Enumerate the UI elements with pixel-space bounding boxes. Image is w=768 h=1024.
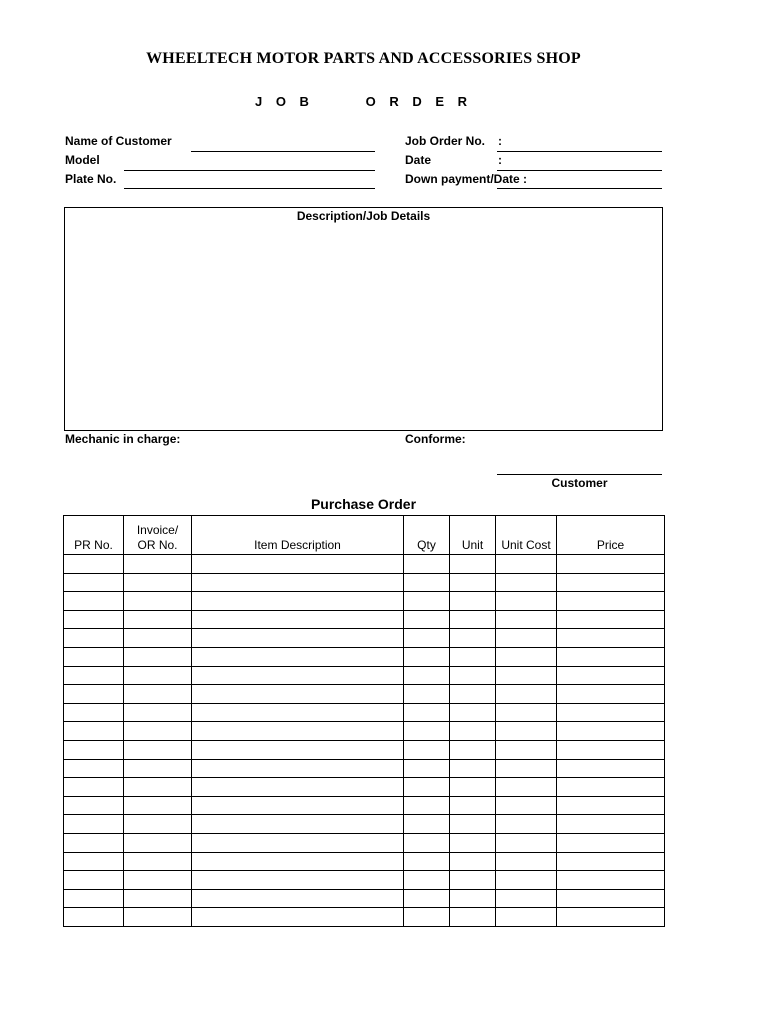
table-body xyxy=(64,555,665,927)
job-order-no-field[interactable] xyxy=(497,151,662,152)
table-cell[interactable] xyxy=(450,629,496,648)
table-cell[interactable] xyxy=(404,889,450,908)
table-cell[interactable] xyxy=(192,555,404,574)
table-cell[interactable] xyxy=(557,796,665,815)
table-cell[interactable] xyxy=(404,685,450,704)
table-row xyxy=(64,610,665,629)
table-cell[interactable] xyxy=(496,852,557,871)
table-cell[interactable] xyxy=(124,685,192,704)
table-cell[interactable] xyxy=(124,815,192,834)
table-cell[interactable] xyxy=(64,889,124,908)
table-cell[interactable] xyxy=(404,796,450,815)
table-cell[interactable] xyxy=(64,871,124,890)
table-row xyxy=(64,796,665,815)
table-cell[interactable] xyxy=(192,592,404,611)
table-cell[interactable] xyxy=(450,889,496,908)
table-cell[interactable] xyxy=(496,647,557,666)
table-cell[interactable] xyxy=(496,778,557,797)
table-cell[interactable] xyxy=(496,889,557,908)
table-cell[interactable] xyxy=(496,815,557,834)
table-cell[interactable] xyxy=(450,796,496,815)
table-cell[interactable] xyxy=(450,647,496,666)
table-cell[interactable] xyxy=(557,610,665,629)
table-cell[interactable] xyxy=(450,908,496,927)
table-cell[interactable] xyxy=(124,573,192,592)
table-cell[interactable] xyxy=(496,610,557,629)
table-cell[interactable] xyxy=(404,666,450,685)
table-cell[interactable] xyxy=(557,722,665,741)
table-cell[interactable] xyxy=(124,796,192,815)
date-field[interactable] xyxy=(497,170,662,171)
table-cell[interactable] xyxy=(192,722,404,741)
table-cell[interactable] xyxy=(192,796,404,815)
job-details-title: Description/Job Details xyxy=(296,209,431,223)
table-row xyxy=(64,555,665,574)
table-cell[interactable] xyxy=(404,852,450,871)
table-cell[interactable] xyxy=(404,573,450,592)
table-cell[interactable] xyxy=(496,592,557,611)
table-cell[interactable] xyxy=(450,573,496,592)
table-header-row xyxy=(64,516,665,555)
table-cell[interactable] xyxy=(64,555,124,574)
table-row xyxy=(64,871,665,890)
table-cell[interactable] xyxy=(496,703,557,722)
table-cell[interactable] xyxy=(192,685,404,704)
table-cell[interactable] xyxy=(450,722,496,741)
table-cell[interactable] xyxy=(64,573,124,592)
name-of-customer-field[interactable] xyxy=(191,151,375,152)
table-cell[interactable] xyxy=(192,852,404,871)
table-cell[interactable] xyxy=(404,815,450,834)
table-cell[interactable] xyxy=(192,740,404,759)
model-label: Model xyxy=(65,153,100,167)
name-of-customer-label: Name of Customer xyxy=(65,134,172,148)
job-order-no-colon: : xyxy=(498,134,502,148)
down-payment-field[interactable] xyxy=(497,188,662,189)
table-cell[interactable] xyxy=(557,778,665,797)
table-cell[interactable] xyxy=(404,555,450,574)
table-cell[interactable] xyxy=(496,796,557,815)
table-cell[interactable] xyxy=(557,889,665,908)
table-cell[interactable] xyxy=(404,610,450,629)
job-details-box[interactable] xyxy=(64,207,663,431)
table-row xyxy=(64,833,665,852)
table-cell[interactable] xyxy=(192,759,404,778)
table-cell[interactable] xyxy=(124,833,192,852)
job-order-no-label: Job Order No. xyxy=(405,134,486,148)
col-pr-no: PR No. xyxy=(64,516,124,555)
table-cell[interactable] xyxy=(404,833,450,852)
model-field[interactable] xyxy=(124,170,375,171)
table-row xyxy=(64,703,665,722)
table-cell[interactable] xyxy=(64,703,124,722)
table-cell[interactable] xyxy=(450,740,496,759)
table-row xyxy=(64,685,665,704)
table-cell[interactable] xyxy=(557,703,665,722)
col-price: Price xyxy=(557,516,665,555)
table-cell[interactable] xyxy=(557,666,665,685)
table-cell[interactable] xyxy=(124,703,192,722)
table-cell[interactable] xyxy=(496,759,557,778)
table-cell[interactable] xyxy=(450,666,496,685)
table-cell[interactable] xyxy=(557,759,665,778)
table-cell[interactable] xyxy=(557,815,665,834)
table-cell[interactable] xyxy=(557,740,665,759)
table-cell[interactable] xyxy=(124,889,192,908)
table-cell[interactable] xyxy=(64,666,124,685)
table-cell[interactable] xyxy=(192,778,404,797)
table-cell[interactable] xyxy=(496,573,557,592)
table-cell[interactable] xyxy=(64,759,124,778)
table-cell[interactable] xyxy=(192,573,404,592)
table-cell[interactable] xyxy=(404,908,450,927)
table-cell[interactable] xyxy=(496,685,557,704)
table-cell[interactable] xyxy=(557,573,665,592)
table-row xyxy=(64,722,665,741)
table-cell[interactable] xyxy=(496,740,557,759)
table-cell[interactable] xyxy=(450,759,496,778)
col-unit: Unit xyxy=(450,516,496,555)
purchase-order-table xyxy=(63,515,665,927)
table-cell[interactable] xyxy=(496,629,557,648)
table-cell[interactable] xyxy=(496,722,557,741)
col-unit-cost: Unit Cost xyxy=(496,516,557,555)
table-cell[interactable] xyxy=(557,555,665,574)
table-cell[interactable] xyxy=(557,629,665,648)
table-cell[interactable] xyxy=(450,871,496,890)
table-cell[interactable] xyxy=(557,833,665,852)
table-cell[interactable] xyxy=(404,778,450,797)
table-cell[interactable] xyxy=(496,871,557,890)
table-row xyxy=(64,573,665,592)
table-cell[interactable] xyxy=(450,610,496,629)
table-cell[interactable] xyxy=(450,592,496,611)
table-cell[interactable] xyxy=(450,778,496,797)
table-cell[interactable] xyxy=(450,815,496,834)
table-cell[interactable] xyxy=(404,740,450,759)
table-cell[interactable] xyxy=(64,833,124,852)
mechanic-label: Mechanic in charge: xyxy=(65,432,181,446)
table-row xyxy=(64,889,665,908)
table-cell[interactable] xyxy=(404,871,450,890)
table-cell[interactable] xyxy=(192,703,404,722)
table-cell[interactable] xyxy=(192,833,404,852)
col-qty: Qty xyxy=(404,516,450,555)
table-cell[interactable] xyxy=(557,908,665,927)
table-cell[interactable] xyxy=(557,685,665,704)
table-cell[interactable] xyxy=(450,555,496,574)
customer-signature-line[interactable] xyxy=(497,474,662,475)
table-row xyxy=(64,852,665,871)
table-cell[interactable] xyxy=(64,629,124,648)
table-row xyxy=(64,759,665,778)
form-title: J O B O R D E R xyxy=(254,94,473,109)
table-row xyxy=(64,647,665,666)
table-cell[interactable] xyxy=(124,666,192,685)
table-cell[interactable] xyxy=(64,815,124,834)
table-cell[interactable] xyxy=(450,833,496,852)
table-cell[interactable] xyxy=(64,796,124,815)
table-row xyxy=(64,592,665,611)
table-cell[interactable] xyxy=(124,740,192,759)
table-cell[interactable] xyxy=(64,610,124,629)
table-cell[interactable] xyxy=(496,908,557,927)
table-cell[interactable] xyxy=(124,592,192,611)
table-row xyxy=(64,815,665,834)
table-cell[interactable] xyxy=(192,871,404,890)
plate-no-label: Plate No. xyxy=(65,172,117,186)
table-cell[interactable] xyxy=(64,740,124,759)
table-cell[interactable] xyxy=(64,685,124,704)
table-cell[interactable] xyxy=(192,889,404,908)
table-cell[interactable] xyxy=(450,685,496,704)
customer-signature-label: Customer xyxy=(551,476,608,490)
table-cell[interactable] xyxy=(192,815,404,834)
table-row xyxy=(64,908,665,927)
table-cell[interactable] xyxy=(404,722,450,741)
table-cell[interactable] xyxy=(64,722,124,741)
table-cell[interactable] xyxy=(192,666,404,685)
table-cell[interactable] xyxy=(124,629,192,648)
table-cell[interactable] xyxy=(124,610,192,629)
table-cell[interactable] xyxy=(124,778,192,797)
table-row xyxy=(64,778,665,797)
table-cell[interactable] xyxy=(64,778,124,797)
table-cell[interactable] xyxy=(557,871,665,890)
shop-title: WHEELTECH MOTOR PARTS AND ACCESSORIES SHOP xyxy=(146,50,581,67)
table-cell[interactable] xyxy=(557,647,665,666)
table-cell[interactable] xyxy=(404,592,450,611)
table-row xyxy=(64,629,665,648)
table-cell[interactable] xyxy=(124,871,192,890)
col-invoice-line2: OR No. xyxy=(137,538,178,552)
table-cell[interactable] xyxy=(124,908,192,927)
table-cell[interactable] xyxy=(192,908,404,927)
date-label: Date xyxy=(405,153,432,167)
table-cell[interactable] xyxy=(404,703,450,722)
purchase-order-title: Purchase Order xyxy=(310,496,417,512)
table-cell[interactable] xyxy=(192,610,404,629)
table-cell[interactable] xyxy=(124,722,192,741)
col-item-description: Item Description xyxy=(192,516,404,555)
table-cell[interactable] xyxy=(64,908,124,927)
table-row xyxy=(64,740,665,759)
conforme-label: Conforme: xyxy=(405,432,466,446)
col-invoice-line1: Invoice/ xyxy=(136,523,179,537)
col-invoice-or-no xyxy=(124,516,192,555)
table-cell[interactable] xyxy=(124,555,192,574)
table-cell[interactable] xyxy=(450,852,496,871)
table-cell[interactable] xyxy=(404,629,450,648)
table-row xyxy=(64,666,665,685)
table-cell[interactable] xyxy=(124,647,192,666)
table-cell[interactable] xyxy=(450,703,496,722)
table-cell[interactable] xyxy=(64,852,124,871)
plate-no-field[interactable] xyxy=(124,188,375,189)
table-cell[interactable] xyxy=(124,759,192,778)
table-cell[interactable] xyxy=(404,647,450,666)
table-cell[interactable] xyxy=(557,852,665,871)
table-cell[interactable] xyxy=(557,592,665,611)
down-payment-label: Down payment/Date : xyxy=(405,172,528,186)
table-cell[interactable] xyxy=(192,629,404,648)
date-colon: : xyxy=(498,153,502,167)
table-cell[interactable] xyxy=(496,666,557,685)
table-cell[interactable] xyxy=(64,592,124,611)
table-cell[interactable] xyxy=(192,647,404,666)
table-cell[interactable] xyxy=(496,833,557,852)
table-cell[interactable] xyxy=(404,759,450,778)
table-cell[interactable] xyxy=(64,647,124,666)
table-cell[interactable] xyxy=(124,852,192,871)
table-cell[interactable] xyxy=(496,555,557,574)
